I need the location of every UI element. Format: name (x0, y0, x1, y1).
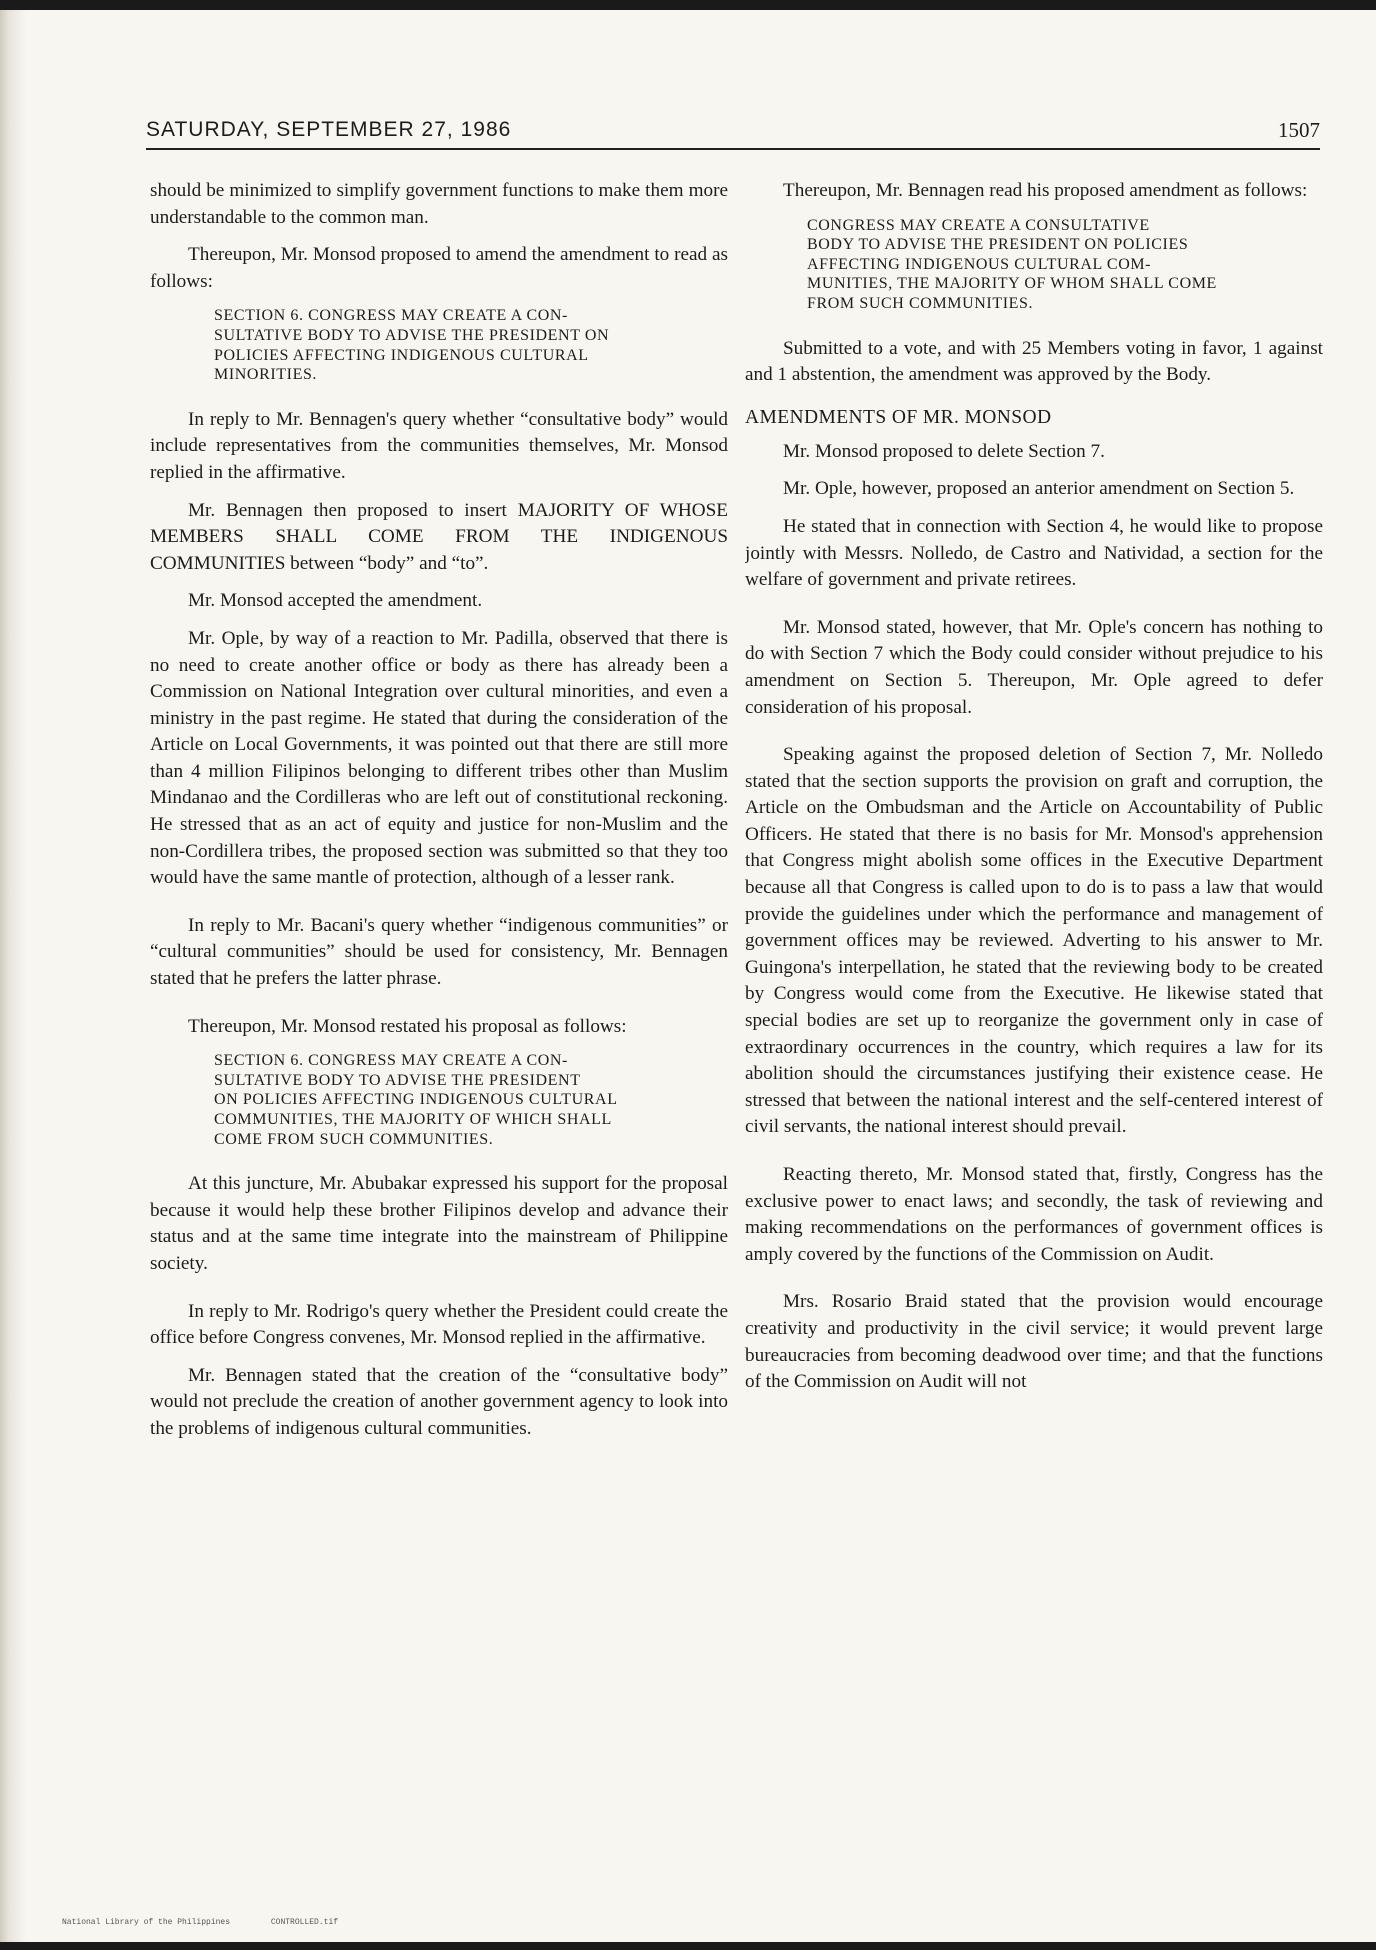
quote-line: SULTATIVE BODY TO ADVISE THE PRESIDENT ON (214, 326, 610, 344)
quote-line: SECTION 6. CONGRESS MAY CREATE A CON- (214, 307, 568, 325)
quote-line: CONGRESS MAY CREATE A CONSULTATIVE (807, 216, 1150, 234)
paragraph: At this juncture, Mr. Abubakar expressed his support for the proposal because it would help these brother Filipinos develop and advance their status and at the same time integrate into the mainstream of Philippine society. (150, 1173, 728, 1274)
paragraph: Reacting thereto, Mr. Monsod stated that, firstly, Congress has the exclusive power to enact laws; and secondly, the task of reviewing and making recommendations on the performances of government offices is amply covered by the functions of the Commission on Audit. (745, 1164, 1323, 1265)
quote-line: FROM SUCH COMMUNITIES. (807, 294, 1034, 312)
scan-bottom-border (0, 1942, 1376, 1950)
paragraph: Mr. Monsod stated, however, that Mr. Ople's concern has nothing to do with Section 7 which the Body could consider without prejudice to his amendment on Section 5. Thereupon, Mr. Ople agreed to defer consideration of his proposal. (745, 616, 1323, 718)
quote-line: SECTION 6. CONGRESS MAY CREATE A CON- (214, 1052, 568, 1070)
paragraph: Thereupon, Mr. Monsod restated his proposal as follows: (188, 1015, 627, 1037)
quote-line: MINORITIES. (214, 366, 318, 384)
quote-line: COMMUNITIES, THE MAJORITY OF WHICH SHALL (214, 1111, 612, 1128)
paragraph: In reply to Mr. Bennagen's query whether “consultative body” would include representatives from the communities themselves, Mr. Monsod replied in the affirmative. (150, 408, 728, 483)
paragraph: should be minimized to simplify government functions to make them more understandable to the common man. (150, 180, 728, 228)
paragraph: Mr. Monsod proposed to delete Section 7. (783, 440, 1105, 462)
quote-line: ON POLICIES AFFECTING INDIGENOUS CULTURAL (214, 1091, 618, 1109)
page-number: 1507 (1278, 118, 1320, 142)
quote-line: POLICIES AFFECTING INDIGENOUS CULTURAL (214, 346, 589, 364)
header-date: SATURDAY, SEPTEMBER 27, 1986 (146, 118, 512, 141)
paragraph: Mr. Bennagen then proposed to insert MAJORITY OF WHOSE MEMBERS SHALL COME FROM THE INDIGENOUS COMMUNITIES between “body” and “to”. (150, 499, 728, 574)
paragraph: Thereupon, Mr. Monsod proposed to amend the amendment to read as follows: (150, 244, 728, 292)
page-header (146, 118, 1320, 150)
paragraph: Mr. Monsod accepted the amendment. (188, 590, 483, 612)
paragraph: Speaking against the proposed deletion of Section 7, Mr. Nolledo stated that the section supports the provision on graft and corruption, the Article on the Ombudsman and the Article on Accountability of Public Officers. He stated that there is no basis for Mr. Monsod's apprehension that Congress might abolish some offices in the Executive Department because all that Congress is called upon to do is to pass a law that would provide the guidelines under which the performance and management of government offices may be reviewed. Adverting to his answer to Mr. Guingona's interpellation, he stated that the reviewing body to be created by Congress would come from the Executive. He likewise stated that special bodies are set up to reorganize the government only in case of extraordinary occurrences in the country, which requires a law for its abolition should the circumstances justifying their existence cease. He stressed that between the national interest and the self-centered interest of civil servants, the national interest should prevail. (745, 744, 1323, 1138)
footer-code: CONTROLLED.tif (270, 1918, 339, 1927)
scan-footer (62, 1918, 374, 1927)
paragraph: Submitted to a vote, and with 25 Members voting in favor, 1 against and 1 abstention, the amendment was approved by the Body. (745, 337, 1323, 386)
paragraph: Thereupon, Mr. Bennagen read his proposed amendment as follows: (783, 180, 1308, 201)
paragraph: Mrs. Rosario Braid stated that the provision would encourage creativity and productivity in the civil service; it would prevent large bureaucracies from becoming deadwood over time; and that the functions of the Commission on Audit will not (745, 1291, 1323, 1393)
bennagen-amendment-quote (745, 216, 1323, 314)
quote-line: SULTATIVE BODY TO ADVISE THE PRESIDENT (214, 1071, 581, 1089)
scan-top-border (0, 0, 1376, 10)
quote-line: AFFECTING INDIGENOUS CULTURAL COM- (807, 255, 1152, 273)
restated-section-quote (150, 1051, 728, 1149)
left-column (150, 178, 728, 1898)
paragraph: Mr. Ople, however, proposed an anterior amendment on Section 5. (783, 478, 1295, 500)
paragraph: Mr. Ople, by way of a reaction to Mr. Padilla, observed that there is no need to create another office or body as there has already been a Commission on National Integration over cultural minorities, and even a ministry in the past regime. He stated that during the consideration of the Article on Local Governments, it was pointed out that there are still more than 4 million Filipinos belonging to different tribes other than Muslim Mindanao and the Cordilleras who are left out of constitutional reckoning. He stressed that as an act of equity and justice for non-Muslim and the non-Cordillera tribes, the proposed section was submitted so that they too would have the same mantle of protection, although of a lesser rank. (150, 627, 728, 889)
right-column (745, 178, 1323, 1898)
quote-line: MUNITIES, THE MAJORITY OF WHOM SHALL COME (807, 275, 1217, 293)
footer-source: National Library of the Philippines (62, 1918, 231, 1927)
paragraph: Mr. Bennagen stated that the creation of the “consultative body” would not preclude the creation of another government agency to look into the problems of indigenous cultural communities. (150, 1364, 728, 1439)
section-heading: AMENDMENTS OF MR. MONSOD (745, 406, 1052, 428)
proposed-section-quote (150, 306, 728, 384)
paragraph: In reply to Mr. Rodrigo's query whether the President could create the office before Congress convenes, Mr. Monsod replied in the affirmative. (150, 1300, 728, 1349)
paragraph: In reply to Mr. Bacani's query whether “indigenous communities” or “cultural communities” should be used for consistency, Mr. Bennagen stated that he prefers the latter phrase. (150, 914, 728, 990)
quote-line: BODY TO ADVISE THE PRESIDENT ON POLICIES (807, 236, 1189, 254)
paragraph: He stated that in connection with Section 4, he would like to propose jointly with Messrs. Nolledo, de Castro and Natividad, a section for the welfare of government and private retirees. (745, 515, 1323, 591)
quote-line: COME FROM SUCH COMMUNITIES. (214, 1130, 494, 1148)
scan-binding-edge (0, 10, 26, 1942)
